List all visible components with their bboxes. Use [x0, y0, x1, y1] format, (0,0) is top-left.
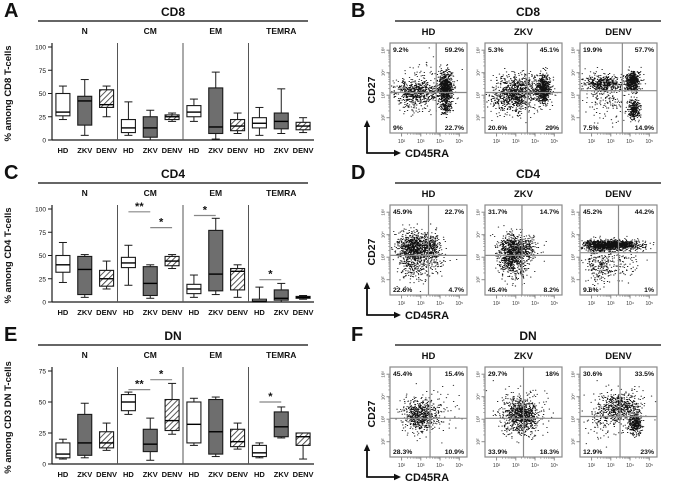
y-tick-label: 10³	[380, 415, 386, 423]
panel-A	[0, 0, 337, 166]
flow-condition-label: DENV	[605, 351, 632, 362]
quadrant-ll-label: 33.9%	[488, 449, 508, 456]
panel-C-title: CD4	[38, 167, 308, 184]
y-tick-label: 10⁵	[570, 208, 576, 216]
x-tick-label: 10⁴	[531, 463, 539, 469]
flow-condition-label: HD	[421, 189, 436, 200]
significance-label: *	[202, 204, 207, 217]
y-tick-label: 10²	[380, 114, 386, 121]
y-axis-label: % among CD3 DN T-cells	[3, 361, 14, 474]
x-tick-label: 10⁴	[626, 463, 634, 469]
quadrant-ul-label: 19.9%	[583, 47, 603, 54]
y-tick-label: 10⁵	[475, 208, 481, 216]
subset-label: TEMRA	[266, 350, 297, 360]
y-tick-label: 10³	[475, 415, 481, 423]
x-tick-label: 10²	[397, 139, 406, 145]
x-tick-label: 10⁵	[645, 139, 654, 145]
flow-condition-label: HD	[421, 351, 436, 362]
condition-tick-label: ZKV	[273, 308, 289, 317]
box-CM-ZKV	[143, 110, 158, 155]
x-tick-label: 10³	[512, 139, 520, 145]
box-TEMRA-HD	[252, 287, 266, 317]
condition-tick-label: ZKV	[273, 470, 289, 479]
flow-y-axis-label: CD27	[366, 400, 378, 428]
y-tick-label: 10³	[475, 253, 481, 261]
subset-label: N	[81, 188, 88, 198]
condition-tick-label: HD	[57, 470, 69, 479]
significance-label: *	[268, 391, 273, 403]
y-tick-label: 10⁴	[475, 231, 481, 239]
condition-tick-label: ZKV	[77, 146, 93, 155]
quadrant-ur-label: 57.7%	[634, 47, 654, 54]
box-N-ZKV	[77, 80, 92, 155]
condition-tick-label: HD	[188, 146, 200, 155]
subset-label: N	[81, 26, 88, 36]
box-CM-DENV	[162, 113, 183, 155]
condition-tick-label: ZKV	[208, 308, 224, 317]
x-tick-label: 10²	[492, 463, 501, 469]
x-tick-label: 10³	[512, 463, 520, 469]
y-tick-label: 75	[38, 368, 46, 376]
x-tick-label: 10³	[607, 463, 615, 469]
quadrant-ll-label: 9.6%	[583, 287, 599, 294]
box-N-ZKV	[77, 255, 92, 317]
y-tick-label: 10⁴	[380, 69, 386, 77]
panel-B-letter: B	[351, 0, 366, 22]
box-N-HD	[56, 242, 70, 317]
x-tick-label: 10⁵	[550, 301, 559, 307]
scatter-dots	[396, 384, 463, 443]
panel-D-letter: D	[351, 162, 366, 184]
flow-plot-B-ZKV	[476, 27, 563, 145]
subset-label: EM	[209, 350, 223, 360]
flow-plot-D-ZKV	[476, 189, 563, 307]
quadrant-lr-label: 1%	[644, 287, 654, 294]
x-tick-label: 10²	[587, 463, 596, 469]
box-EM-DENV	[227, 113, 248, 155]
panel-F-plot	[337, 345, 675, 486]
x-tick-label: 10⁴	[436, 139, 444, 145]
flow-plot-B-HD	[381, 27, 468, 145]
box-EM-HD	[187, 99, 201, 155]
condition-tick-label: HD	[57, 146, 69, 155]
y-tick-label: 0	[42, 299, 46, 307]
quadrant-ul-label: 9.2%	[393, 47, 409, 54]
panel-D-plot	[337, 183, 675, 327]
y-tick-label: 10⁴	[570, 69, 576, 77]
y-tick-label: 100	[35, 44, 46, 52]
panel-D	[337, 162, 675, 328]
y-tick-label: 10³	[570, 253, 576, 261]
condition-tick-label: HD	[122, 146, 134, 155]
box-CM-HD	[121, 102, 135, 155]
quadrant-ul-label: 5.3%	[488, 47, 504, 54]
panel-E-letter: E	[4, 324, 18, 346]
subset-label: TEMRA	[266, 188, 297, 198]
condition-tick-label: ZKV	[142, 308, 158, 317]
scatter-dots	[582, 381, 656, 447]
flow-B	[364, 27, 657, 160]
panel-E-plot	[0, 345, 337, 486]
y-tick-label: 50	[38, 253, 46, 260]
y-tick-label: 100	[35, 206, 46, 214]
subset-label: CM	[143, 26, 157, 36]
flow-condition-label: DENV	[605, 27, 632, 38]
y-tick-label: 10³	[380, 253, 386, 261]
x-tick-label: 10⁵	[645, 463, 654, 469]
box-TEMRA-DENV	[293, 118, 314, 155]
flow-plot-F-HD	[381, 351, 468, 469]
condition-tick-label: ZKV	[208, 146, 224, 155]
panel-A-letter: A	[4, 0, 19, 22]
x-tick-label: 10³	[417, 139, 425, 145]
box-N-HD	[56, 86, 70, 155]
x-tick-label: 10⁴	[436, 463, 444, 469]
quadrant-ur-label: 15.4%	[444, 371, 464, 378]
condition-tick-label: HD	[253, 308, 265, 317]
y-tick-label: 10⁵	[380, 208, 386, 216]
condition-tick-label: ZKV	[208, 470, 224, 479]
x-tick-label: 10⁴	[626, 301, 634, 307]
box-TEMRA-HD	[252, 107, 266, 155]
quadrant-ul-label: 45.4%	[393, 371, 413, 378]
condition-tick-label: DENV	[292, 308, 314, 317]
scatter-dots	[486, 67, 558, 122]
box-CM-ZKV	[143, 265, 158, 317]
x-tick-label: 10⁴	[531, 139, 539, 145]
y-tick-label: 25	[38, 114, 46, 122]
box-N-DENV	[96, 423, 117, 479]
box-TEMRA-DENV	[293, 433, 314, 479]
panel-A-plot	[0, 21, 337, 165]
scatter-dots	[581, 67, 645, 127]
quadrant-lr-label: 18.3%	[539, 449, 559, 456]
panel-B-plot	[337, 21, 675, 165]
x-tick-label: 10³	[417, 463, 425, 469]
y-tick-label: 10⁴	[570, 393, 576, 401]
flow-y-axis-label: CD27	[366, 238, 378, 266]
right-arrow-icon	[394, 312, 401, 318]
x-tick-label: 10⁵	[550, 463, 559, 469]
subset-label: CM	[143, 350, 157, 360]
condition-tick-label: HD	[188, 308, 200, 317]
condition-tick-label: HD	[253, 470, 265, 479]
box-EM-HD	[187, 398, 201, 479]
scatter-dots	[581, 236, 654, 291]
box-N-HD	[56, 439, 70, 479]
box-EM-ZKV	[208, 72, 223, 155]
box-N-DENV	[96, 86, 117, 155]
condition-tick-label: ZKV	[142, 470, 158, 479]
condition-tick-label: ZKV	[142, 146, 158, 155]
x-tick-label: 10⁵	[550, 139, 559, 145]
flow-F	[364, 351, 657, 484]
condition-tick-label: ZKV	[273, 146, 289, 155]
quadrant-ur-label: 45.1%	[539, 47, 559, 54]
boxplot-C	[3, 188, 314, 317]
panel-B	[337, 0, 675, 166]
x-tick-label: 10³	[417, 301, 425, 307]
significance-label: *	[159, 368, 164, 381]
panel-F-letter: F	[351, 324, 364, 346]
box-EM-DENV	[227, 265, 248, 317]
condition-tick-label: DENV	[96, 470, 118, 479]
quadrant-ll-label: 7.5%	[583, 125, 599, 132]
x-tick-label: 10²	[492, 301, 501, 307]
quadrant-ll-label: 45.4%	[488, 287, 508, 294]
y-tick-label: 10⁵	[380, 46, 386, 54]
panel-E	[0, 324, 337, 486]
significance-label: *	[159, 216, 164, 229]
box-CM-ZKV	[143, 418, 158, 479]
panel-C-letter: C	[4, 162, 19, 184]
y-tick-label: 10³	[570, 415, 576, 423]
y-tick-label: 50	[38, 399, 46, 407]
x-tick-label: 10⁴	[531, 301, 539, 307]
x-tick-label: 10²	[397, 463, 406, 469]
y-tick-label: 10⁵	[570, 46, 576, 54]
flow-condition-label: HD	[421, 27, 436, 38]
significance-label: **	[135, 200, 144, 213]
subset-label: EM	[209, 26, 223, 36]
subset-label: TEMRA	[266, 26, 297, 36]
box-TEMRA-DENV	[293, 295, 314, 317]
y-tick-label: 10⁴	[475, 69, 481, 77]
box-TEMRA-ZKV	[274, 283, 289, 317]
y-tick-label: 10²	[380, 438, 386, 445]
box-CM-HD	[121, 245, 135, 317]
box-CM-DENV	[162, 255, 183, 317]
box-TEMRA-ZKV	[274, 89, 289, 155]
y-tick-label: 10⁵	[475, 46, 481, 54]
y-tick-label: 25	[38, 276, 46, 284]
flow-D	[364, 189, 657, 322]
x-tick-label: 10⁵	[455, 463, 464, 469]
quadrant-lr-label: 14.9%	[634, 125, 654, 132]
scatter-dots	[391, 224, 457, 291]
panel-D-title: CD4	[395, 167, 661, 184]
quadrant-ll-label: 12.9%	[583, 449, 603, 456]
condition-tick-label: DENV	[161, 308, 183, 317]
condition-tick-label: DENV	[161, 470, 183, 479]
box-CM-DENV	[162, 383, 183, 479]
quadrant-ul-label: 30.6%	[583, 371, 603, 378]
right-arrow-icon	[394, 150, 401, 156]
condition-tick-label: DENV	[96, 146, 118, 155]
y-tick-label: 10²	[570, 276, 576, 283]
box-CM-HD	[121, 392, 135, 479]
flow-x-axis-label: CD45RA	[405, 148, 450, 160]
flow-plot-D-HD	[381, 189, 468, 307]
y-axis-label: % among CD8 T-cells	[3, 45, 14, 142]
y-tick-label: 10⁴	[380, 393, 386, 401]
box-TEMRA-ZKV	[274, 407, 289, 479]
quadrant-ul-label: 45.2%	[583, 209, 603, 216]
scatter-dots	[391, 48, 463, 118]
condition-tick-label: DENV	[292, 146, 314, 155]
x-tick-label: 10²	[587, 139, 596, 145]
y-tick-label: 10³	[380, 91, 386, 99]
quadrant-ul-label: 45.9%	[393, 209, 413, 216]
quadrant-ul-label: 29.7%	[488, 371, 508, 378]
right-arrow-icon	[394, 474, 401, 480]
flow-plot-B-DENV	[571, 27, 658, 145]
quadrant-ur-label: 22.7%	[444, 209, 464, 216]
x-tick-label: 10²	[492, 139, 501, 145]
quadrant-lr-label: 22.7%	[444, 125, 464, 132]
condition-tick-label: HD	[188, 470, 200, 479]
panel-E-title: DN	[38, 329, 308, 346]
boxplot-A	[3, 26, 314, 155]
x-tick-label: 10³	[607, 301, 615, 307]
up-arrow-icon	[364, 120, 370, 127]
subset-label: EM	[209, 188, 223, 198]
x-tick-label: 10⁵	[645, 301, 654, 307]
y-tick-label: 10⁵	[570, 370, 576, 378]
flow-condition-label: DENV	[605, 189, 632, 200]
x-tick-label: 10³	[607, 139, 615, 145]
y-tick-label: 0	[42, 461, 46, 469]
up-arrow-icon	[364, 444, 370, 451]
panel-A-title: CD8	[38, 5, 308, 22]
condition-tick-label: DENV	[161, 146, 183, 155]
y-tick-label: 10⁴	[570, 231, 576, 239]
panel-C-plot	[0, 183, 337, 327]
box-EM-ZKV	[208, 397, 223, 479]
boxplot-E	[3, 350, 314, 479]
significance-label: *	[268, 268, 273, 281]
panel-F-title: DN	[395, 329, 661, 346]
quadrant-ll-label: 22.6%	[393, 287, 413, 294]
y-tick-label: 10²	[475, 438, 481, 445]
y-tick-label: 10⁵	[380, 370, 386, 378]
x-tick-label: 10²	[587, 301, 596, 307]
x-tick-label: 10⁴	[626, 139, 634, 145]
quadrant-ur-label: 59.2%	[444, 47, 464, 54]
y-tick-label: 0	[42, 137, 46, 145]
y-tick-label: 75	[38, 229, 46, 237]
quadrant-ll-label: 28.3%	[393, 449, 413, 456]
x-tick-label: 10⁵	[455, 301, 464, 307]
condition-tick-label: DENV	[292, 470, 314, 479]
quadrant-ul-label: 31.7%	[488, 209, 508, 216]
y-tick-label: 10⁴	[475, 393, 481, 401]
quadrant-lr-label: 23%	[640, 449, 654, 456]
condition-tick-label: DENV	[227, 308, 249, 317]
quadrant-ur-label: 18%	[545, 371, 559, 378]
up-arrow-icon	[364, 282, 370, 289]
y-tick-label: 10⁵	[475, 370, 481, 378]
box-N-ZKV	[77, 403, 92, 479]
quadrant-ll-label: 9%	[393, 125, 403, 132]
panel-C	[0, 162, 337, 328]
flow-plot-F-DENV	[571, 351, 658, 469]
box-TEMRA-HD	[252, 443, 266, 479]
condition-tick-label: HD	[122, 470, 134, 479]
quadrant-lr-label: 29%	[545, 125, 559, 132]
y-tick-label: 50	[38, 91, 46, 98]
panel-B-title: CD8	[395, 5, 661, 22]
quadrant-lr-label: 8.2%	[543, 287, 559, 294]
flow-x-axis-label: CD45RA	[405, 472, 450, 484]
y-axis-label: % among CD4 T-cells	[3, 207, 14, 304]
condition-tick-label: DENV	[227, 470, 249, 479]
condition-tick-label: DENV	[96, 308, 118, 317]
flow-condition-label: ZKV	[514, 189, 533, 200]
y-tick-label: 75	[38, 67, 46, 75]
x-tick-label: 10⁴	[436, 301, 444, 307]
quadrant-lr-label: 10.9%	[444, 449, 464, 456]
flow-condition-label: ZKV	[514, 27, 533, 38]
box-EM-HD	[187, 275, 201, 317]
flow-y-axis-label: CD27	[366, 76, 378, 104]
condition-tick-label: ZKV	[77, 470, 93, 479]
flow-plot-D-DENV	[571, 189, 658, 307]
subset-label: CM	[143, 188, 157, 198]
panel-F	[337, 324, 675, 486]
x-tick-label: 10²	[397, 301, 406, 307]
y-tick-label: 25	[38, 430, 46, 438]
subset-label: N	[81, 350, 88, 360]
quadrant-ur-label: 44.2%	[634, 209, 654, 216]
y-tick-label: 10³	[570, 91, 576, 99]
y-tick-label: 10²	[475, 276, 481, 283]
y-tick-label: 10²	[570, 114, 576, 121]
quadrant-ll-label: 20.6%	[488, 125, 508, 132]
flow-plot-F-ZKV	[476, 351, 563, 469]
x-tick-label: 10⁵	[455, 139, 464, 145]
condition-tick-label: HD	[57, 308, 69, 317]
significance-label: **	[135, 378, 144, 391]
y-tick-label: 10²	[380, 276, 386, 283]
condition-tick-label: DENV	[227, 146, 249, 155]
quadrant-ur-label: 14.7%	[539, 209, 559, 216]
y-tick-label: 10³	[475, 91, 481, 99]
y-tick-label: 10⁴	[380, 231, 386, 239]
condition-tick-label: HD	[122, 308, 134, 317]
y-tick-label: 10²	[570, 438, 576, 445]
y-tick-label: 10²	[475, 114, 481, 121]
quadrant-ur-label: 33.5%	[634, 371, 654, 378]
quadrant-lr-label: 4.7%	[448, 287, 464, 294]
box-EM-DENV	[227, 423, 248, 479]
condition-tick-label: HD	[253, 146, 265, 155]
box-N-DENV	[96, 261, 117, 317]
flow-x-axis-label: CD45RA	[405, 310, 450, 322]
scatter-dots	[486, 381, 553, 443]
x-tick-label: 10³	[512, 301, 520, 307]
flow-condition-label: ZKV	[514, 351, 533, 362]
condition-tick-label: ZKV	[77, 308, 93, 317]
